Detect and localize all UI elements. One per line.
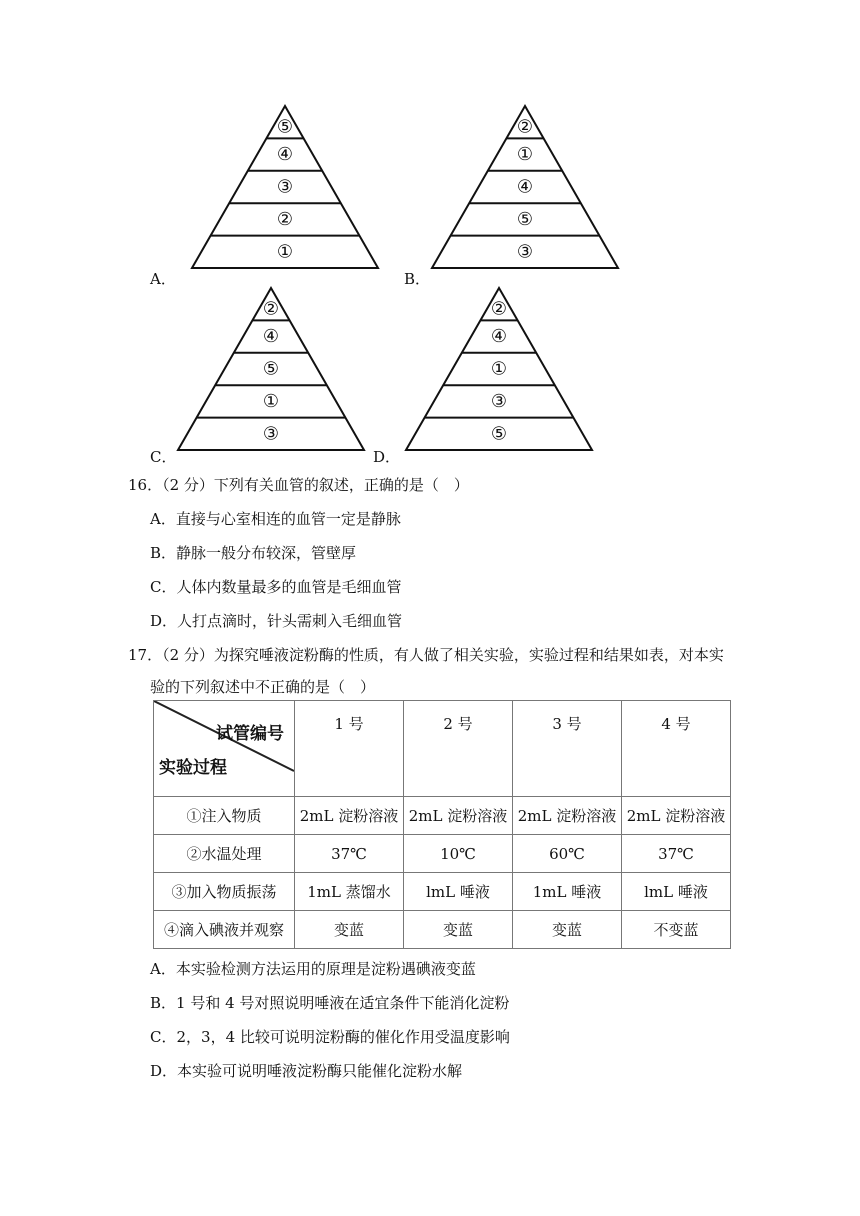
q17-option-b: B．1 号和 4 号对照说明唾液在适宜条件下能消化淀粉: [150, 994, 510, 1012]
pyramid-level-label: ①: [276, 241, 294, 263]
pyramid-level-label: ③: [276, 176, 294, 198]
q16-option-c: C．人体内数量最多的血管是毛细血管: [150, 578, 402, 596]
table-cell: 1mL 蒸馏水: [295, 873, 404, 911]
q17-stem-line2: 验的下列叙述中不正确的是（ ）: [150, 678, 376, 696]
table-row: [154, 911, 731, 949]
q17-stem-line1: 17．（2 分）为探究唾液淀粉酶的性质，有人做了相关实验，实验过程和结果如表，对本实: [128, 646, 724, 664]
table-cell: 2mL 淀粉溶液: [622, 797, 731, 835]
pyramid-d-svg: [404, 286, 594, 452]
table-cell: 2mL 淀粉溶液: [404, 797, 513, 835]
q17-option-c: C．2，3，4 比较可说明淀粉酶的催化作用受温度影响: [150, 1028, 510, 1046]
table-cell: 变蓝: [513, 911, 622, 949]
table-header-diagonal-cell: [154, 701, 295, 797]
q16-option-a: A．直接与心室相连的血管一定是静脉: [150, 510, 401, 528]
table-cell: lmL 唾液: [622, 873, 731, 911]
column-header-4: 4 号: [622, 701, 731, 797]
pyramid-level-label: ④: [490, 326, 508, 348]
pyramid-c: [176, 286, 366, 452]
table-cell: 1mL 唾液: [513, 873, 622, 911]
row-step: ③加入物质振荡: [154, 873, 295, 911]
pyramid-level-label: ①: [262, 390, 280, 412]
diagonal-line: [154, 701, 294, 797]
table-cell: 不变蓝: [622, 911, 731, 949]
table-row: [154, 797, 731, 835]
table-cell: 37℃: [622, 835, 731, 873]
table-cell: 2mL 淀粉溶液: [513, 797, 622, 835]
q17-option-d: D．本实验可说明唾液淀粉酶只能催化淀粉水解: [150, 1062, 463, 1080]
pyramid-level-label: ①: [490, 358, 508, 380]
column-header-1: 1 号: [295, 701, 404, 797]
pyramid-level-label: ②: [516, 116, 534, 138]
table-row: [154, 835, 731, 873]
table-cell: 变蓝: [404, 911, 513, 949]
pyramid-level-label: ⑤: [516, 208, 534, 230]
pyramid-level-label: ②: [276, 208, 294, 230]
pyramid-d-label: D．: [373, 448, 401, 466]
table-cell: 37℃: [295, 835, 404, 873]
table-cell: 2mL 淀粉溶液: [295, 797, 404, 835]
pyramid-d: [404, 286, 594, 452]
pyramid-level-label: ⑤: [490, 423, 508, 445]
pyramid-b-label: B．: [404, 270, 431, 288]
pyramid-b: [430, 104, 620, 270]
row-step: ②水温处理: [154, 835, 295, 873]
pyramid-level-label: ②: [262, 298, 280, 320]
experiment-table: [153, 700, 731, 949]
table-cell: 变蓝: [295, 911, 404, 949]
column-header-3: 3 号: [513, 701, 622, 797]
pyramid-level-label: ④: [516, 176, 534, 198]
pyramid-level-label: ④: [276, 144, 294, 166]
table-cell: lmL 唾液: [404, 873, 513, 911]
q17-option-a: A．本实验检测方法运用的原理是淀粉遇碘液变蓝: [150, 960, 476, 978]
pyramid-level-label: ④: [262, 326, 280, 348]
pyramid-level-label: ①: [516, 144, 534, 166]
column-header-2: 2 号: [404, 701, 513, 797]
pyramid-a: [190, 104, 380, 270]
pyramid-c-label: C．: [150, 448, 177, 466]
pyramid-level-label: ⑤: [276, 116, 294, 138]
header-experiment-process: 实验过程: [159, 758, 227, 778]
table-row: [154, 873, 731, 911]
pyramid-level-label: ③: [516, 241, 534, 263]
row-step: ①注入物质: [154, 797, 295, 835]
q16-stem: 16．（2 分）下列有关血管的叙述，正确的是（ ）: [128, 476, 469, 494]
pyramid-b-svg: [430, 104, 620, 270]
table-cell: 10℃: [404, 835, 513, 873]
pyramid-level-label: ②: [490, 298, 508, 320]
pyramid-c-svg: [176, 286, 366, 452]
pyramid-level-label: ⑤: [262, 358, 280, 380]
pyramid-a-svg: [190, 104, 380, 270]
pyramid-level-label: ③: [490, 390, 508, 412]
q16-option-d: D．人打点滴时，针头需刺入毛细血管: [150, 612, 403, 630]
q16-option-b: B．静脉一般分布较深，管壁厚: [150, 544, 357, 562]
table-cell: 60℃: [513, 835, 622, 873]
pyramid-level-label: ③: [262, 423, 280, 445]
row-step: ④滴入碘液并观察: [154, 911, 295, 949]
pyramid-a-label: A．: [150, 270, 176, 288]
header-test-tube-no: 试管编号: [216, 724, 284, 744]
